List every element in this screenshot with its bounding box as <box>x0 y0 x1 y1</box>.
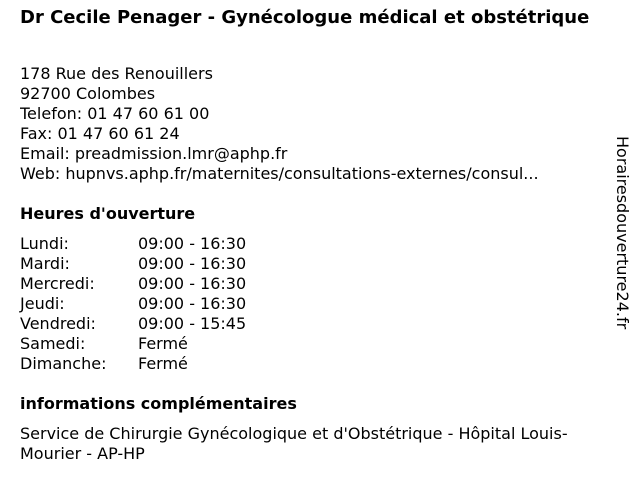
day-label: Jeudi: <box>20 294 65 313</box>
fax-number: Fax: 01 47 60 61 24 <box>20 124 180 143</box>
opening-hours-list <box>20 234 246 374</box>
day-label: Mercredi: <box>20 274 95 293</box>
city-postcode: 92700 Colombes <box>20 84 156 103</box>
hours-row-wednesday <box>20 274 246 294</box>
email-address: Email: preadmission.lmr@aphp.fr <box>20 144 288 163</box>
time-value: 09:00 - 16:30 <box>138 234 247 253</box>
hours-row-friday <box>20 314 246 334</box>
day-label: Dimanche: <box>20 354 107 373</box>
info-text: Service de Chirurgie Gynécologique et d'Obstétrique - Hôpital Louis-Mourier - AP-HP <box>20 424 568 463</box>
watermark-text: Horairesdouverture24.fr <box>613 136 632 330</box>
time-value: 09:00 - 15:45 <box>138 314 247 333</box>
page-title: Dr Cecile Penager - Gynécologue médical et obstétrique <box>20 7 590 28</box>
time-value: 09:00 - 16:30 <box>138 274 247 293</box>
hours-row-tuesday <box>20 254 246 274</box>
day-label: Samedi: <box>20 334 86 353</box>
hours-row-monday <box>20 234 246 254</box>
time-value: Fermé <box>138 334 188 353</box>
hours-row-saturday <box>20 334 246 354</box>
time-value: Fermé <box>138 354 188 373</box>
hours-heading: Heures d'ouverture <box>20 204 196 223</box>
street-address: 178 Rue des Renouillers <box>20 64 213 83</box>
time-value: 09:00 - 16:30 <box>138 294 247 313</box>
day-label: Vendredi: <box>20 314 96 333</box>
website-url: Web: hupnvs.aphp.fr/maternites/consultations-externes/consul... <box>20 164 539 183</box>
hours-row-thursday <box>20 294 246 314</box>
day-label: Lundi: <box>20 234 69 253</box>
phone-number: Telefon: 01 47 60 61 00 <box>20 104 210 123</box>
hours-row-sunday <box>20 354 246 374</box>
info-heading: informations complémentaires <box>20 394 297 413</box>
time-value: 09:00 - 16:30 <box>138 254 247 273</box>
day-label: Mardi: <box>20 254 70 273</box>
contact-block <box>20 64 600 184</box>
